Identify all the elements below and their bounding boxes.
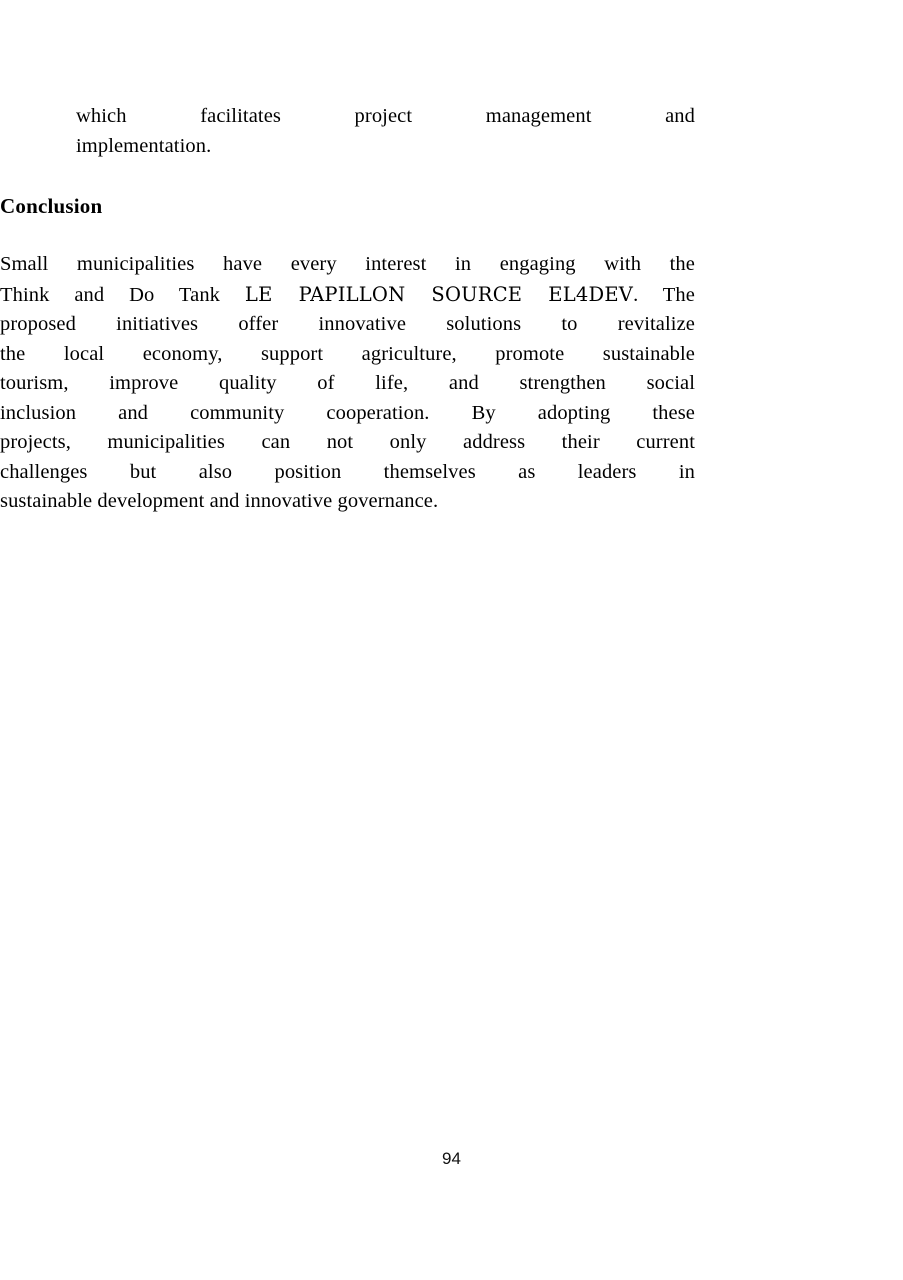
body-line-2-suffix: . The (633, 283, 695, 306)
body-line-9: sustainable development and innovative governance. (0, 490, 439, 512)
body-line-4: the local economy, support agriculture, promote sustainable (0, 342, 695, 365)
body-line-1: Small municipalities have every interest in engaging with the (0, 253, 695, 275)
body-line-2-prefix: Think and Do Tank (0, 283, 245, 306)
continuation-line-1: which facilitates project management and (76, 105, 695, 127)
body-line-3: proposed initiatives offer innovative solutions to revitalize (0, 313, 695, 335)
continuation-paragraph (76, 102, 695, 161)
brand-name-el4dev: LE PAPILLON SOURCE EL4DEV (244, 282, 634, 306)
body-line-2 (0, 280, 695, 311)
body-line-8: challenges but also position themselves as leaders in (0, 460, 695, 483)
section-heading-conclusion: Conclusion (0, 194, 103, 218)
page-number: 94 (442, 1149, 461, 1168)
conclusion-paragraph (0, 250, 695, 517)
body-line-7: projects, municipalities can not only address their current (0, 431, 695, 453)
body-line-6: inclusion and community cooperation. By adopting these (0, 401, 695, 424)
continuation-line-2: implementation. (76, 134, 212, 157)
body-line-5: tourism, improve quality of life, and strengthen social (0, 372, 695, 394)
